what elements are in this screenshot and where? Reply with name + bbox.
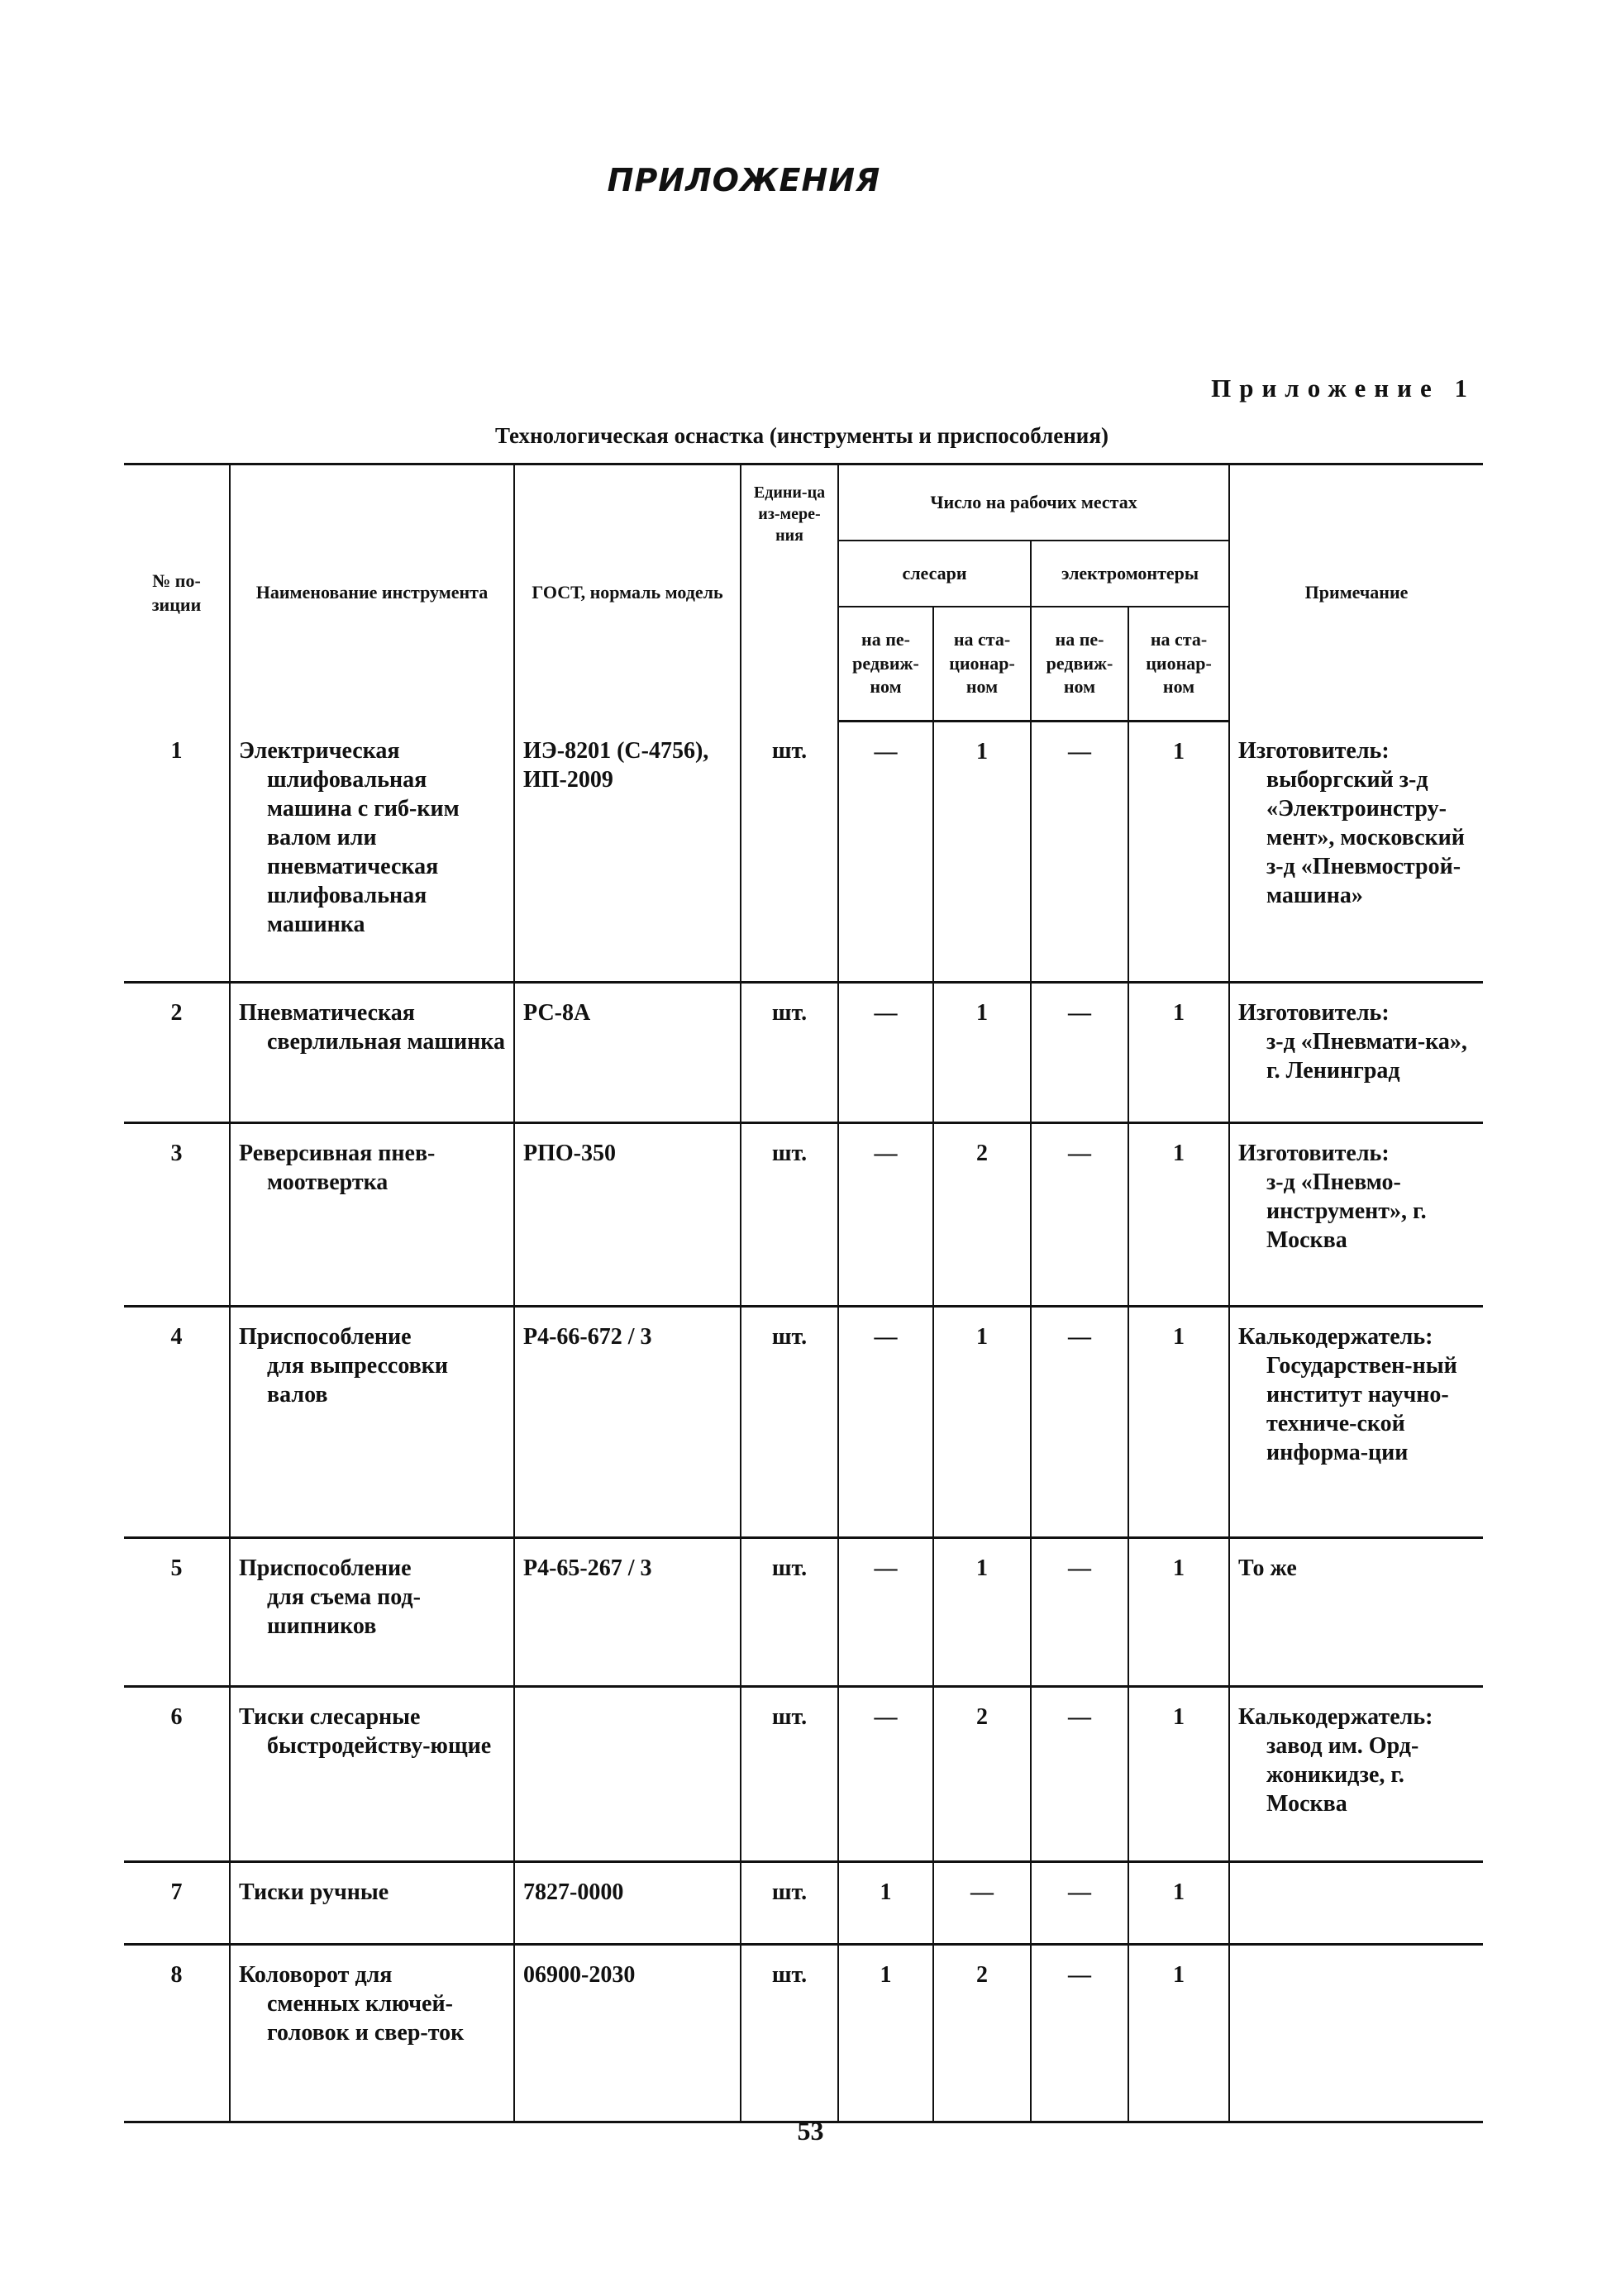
cell-num: 2 [124,983,230,1123]
cell-fitters-mobile: — [838,1123,933,1307]
cell-fitters-stationary: 1 [933,983,1031,1123]
name-rest: моотвертка [267,1169,389,1195]
cell-fitters-mobile: — [838,1307,933,1538]
cell-name [230,1307,514,1538]
name-first-line: Тиски слесарные [239,1704,421,1730]
name-rest: для съема под-шипников [267,1584,421,1639]
cell-unit: шт. [741,1307,838,1538]
table-header [124,464,1483,722]
cell-fitters-stationary: 2 [933,1945,1031,2122]
note-rest: выборгский з-д «Электроинстру-мент», московский з-д «Пневмострой-машина» [1266,766,1465,908]
cell-unit: шт. [741,1945,838,2122]
cell-fitters-mobile: — [838,1538,933,1687]
cell-electricians-stationary: 1 [1128,1538,1229,1687]
cell-note [1229,1945,1483,2122]
table-row [124,1687,1483,1862]
header-electricians: электромонтеры [1031,541,1229,607]
cell-fitters-stationary: 1 [933,722,1031,983]
cell-gost: РС-8А [514,983,741,1123]
note-first-line: Изготовитель: [1238,1141,1390,1166]
cell-fitters-mobile: 1 [838,1862,933,1945]
cell-gost: 7827-0000 [514,1862,741,1945]
cell-num: 1 [124,722,230,983]
cell-note [1229,983,1483,1123]
cell-unit: шт. [741,983,838,1123]
cell-unit: шт. [741,722,838,983]
header-fitters: слесари [838,541,1031,607]
cell-unit: шт. [741,1123,838,1307]
cell-fitters-stationary: 2 [933,1687,1031,1862]
header-num: № по-зиции [124,464,230,722]
cell-note [1229,1687,1483,1862]
cell-num: 5 [124,1538,230,1687]
name-first-line: Электрическая [239,737,400,764]
cell-num: 7 [124,1862,230,1945]
name-first-line: Коловорот для [239,1962,393,1988]
cell-note [1229,1862,1483,1945]
cell-num: 3 [124,1123,230,1307]
table-row [124,1862,1483,1945]
header-count-group: Число на рабочих местах [838,464,1229,541]
cell-gost: 06900-2030 [514,1945,741,2122]
cell-fitters-stationary: 2 [933,1123,1031,1307]
cell-unit: шт. [741,1538,838,1687]
cell-name [230,1862,514,1945]
note-first-line: Изготовитель: [1238,737,1390,764]
table-row [124,722,1483,983]
section-title: ПРИЛОЖЕНИЯ [607,162,881,198]
note-first-line: Калькодержатель: [1238,1704,1433,1730]
cell-electricians-stationary: 1 [1128,1307,1229,1538]
cell-unit: шт. [741,1687,838,1862]
cell-electricians-stationary: 1 [1128,1862,1229,1945]
cell-gost: Р4-66-672 / 3 [514,1307,741,1538]
cell-electricians-mobile: — [1031,1687,1128,1862]
table-body [124,722,1483,2122]
cell-fitters-stationary: 1 [933,1307,1031,1538]
cell-num: 4 [124,1307,230,1538]
cell-electricians-stationary: 1 [1128,1123,1229,1307]
header-note: Примечание [1229,464,1483,722]
name-rest: сверлильная машинка [267,1029,505,1055]
cell-electricians-mobile: — [1031,1538,1128,1687]
cell-electricians-stationary: 1 [1128,1687,1229,1862]
cell-fitters-stationary: 1 [933,1538,1031,1687]
note-rest: завод им. Орд-жоникидзе, г. Москва [1266,1733,1419,1817]
table-row [124,1123,1483,1307]
cell-fitters-mobile: — [838,1687,933,1862]
table-row [124,1307,1483,1538]
cell-note [1229,722,1483,983]
cell-electricians-stationary: 1 [1128,1945,1229,2122]
cell-electricians-mobile: — [1031,1945,1128,2122]
cell-note [1229,1307,1483,1538]
cell-electricians-mobile: — [1031,1123,1128,1307]
table-row [124,983,1483,1123]
table-row [124,1538,1483,1687]
cell-name [230,1945,514,2122]
cell-fitters-mobile: — [838,983,933,1123]
header-gost: ГОСТ, нормаль модель [514,464,741,722]
cell-gost: ИЭ-8201 (С-4756), ИП-2009 [514,722,741,983]
name-rest: шлифовальная машина с гиб-ким валом или пневматическая шлифовальная машинка [267,766,460,937]
header-electricians-stationary: на ста-ционар-ном [1128,607,1229,722]
cell-electricians-mobile: — [1031,1862,1128,1945]
cell-gost: Р4-65-267 / 3 [514,1538,741,1687]
name-first-line: Пневматическая [239,1000,415,1026]
name-rest: быстродейству-ющие [267,1733,492,1759]
cell-name [230,1687,514,1862]
note-first-line: Изготовитель: [1238,1000,1390,1026]
page-number: 53 [797,2116,824,2146]
cell-unit: шт. [741,1862,838,1945]
cell-note [1229,1123,1483,1307]
name-first-line: Реверсивная пнев- [239,1141,436,1166]
cell-name [230,722,514,983]
name-rest: сменных ключей-головок и свер-ток [267,1991,465,2046]
cell-gost [514,1687,741,1862]
appendix-label: Приложение 1 [1211,374,1476,403]
cell-name [230,1123,514,1307]
note-rest: Государствен-ный институт научно-техниче-ской информа-ции [1266,1353,1457,1465]
cell-name [230,983,514,1123]
note-first-line: То же [1238,1555,1297,1581]
header-unit: Едини-ца из-мере-ния [741,464,838,722]
table-caption: Технологическая оснастка (инструменты и приспособления) [495,423,1108,448]
cell-electricians-stationary: 1 [1128,983,1229,1123]
cell-electricians-mobile: — [1031,722,1128,983]
note-rest: з-д «Пневмати-ка», г. Ленинград [1266,1029,1467,1084]
cell-electricians-mobile: — [1031,1307,1128,1538]
table-row [124,1945,1483,2122]
cell-num: 6 [124,1687,230,1862]
cell-electricians-stationary: 1 [1128,722,1229,983]
note-first-line: Калькодержатель: [1238,1324,1433,1350]
cell-electricians-mobile: — [1031,983,1128,1123]
cell-name [230,1538,514,1687]
name-first-line: Приспособление [239,1324,412,1350]
note-rest: з-д «Пневмо-инструмент», г. Москва [1266,1169,1427,1253]
cell-note [1229,1538,1483,1687]
cell-fitters-stationary: — [933,1862,1031,1945]
name-first-line: Приспособление [239,1555,412,1581]
cell-fitters-mobile: 1 [838,1945,933,2122]
cell-gost: РПО-350 [514,1123,741,1307]
header-fitters-stationary: на ста-ционар-ном [933,607,1031,722]
equipment-table [124,463,1483,2123]
header-electricians-mobile: на пе-редвиж-ном [1031,607,1128,722]
cell-fitters-mobile: — [838,722,933,983]
cell-num: 8 [124,1945,230,2122]
header-fitters-mobile: на пе-редвиж-ном [838,607,933,722]
name-first-line: Тиски ручные [239,1879,389,1905]
header-name: Наименование инструмента [230,464,514,722]
name-rest: для выпрессовки валов [267,1353,449,1408]
